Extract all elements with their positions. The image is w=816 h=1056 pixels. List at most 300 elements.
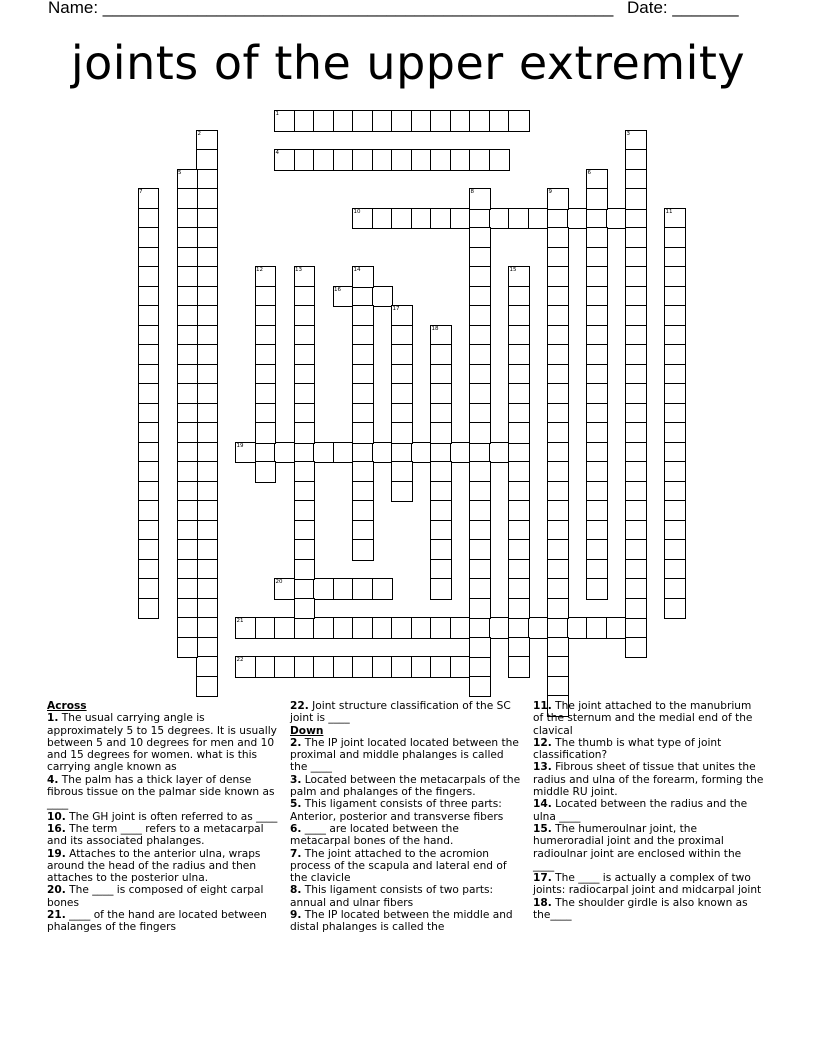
grid-cell[interactable]	[586, 286, 608, 308]
grid-cell[interactable]	[391, 208, 413, 230]
grid-cell[interactable]	[138, 442, 160, 464]
grid-cell[interactable]	[177, 637, 199, 659]
grid-cell[interactable]	[196, 247, 218, 269]
grid-cell[interactable]	[138, 305, 160, 327]
grid-cell[interactable]	[313, 442, 335, 464]
grid-cell[interactable]	[430, 500, 452, 522]
grid-cell[interactable]	[196, 637, 218, 659]
grid-cell[interactable]	[177, 325, 199, 347]
grid-cell[interactable]	[508, 481, 530, 503]
grid-cell[interactable]	[411, 617, 433, 639]
grid-cell[interactable]	[450, 110, 472, 132]
grid-cell[interactable]	[625, 364, 647, 386]
grid-cell[interactable]	[625, 422, 647, 444]
grid-cell[interactable]	[547, 637, 569, 659]
grid-cell[interactable]	[625, 578, 647, 600]
grid-cell[interactable]	[508, 598, 530, 620]
grid-cell[interactable]	[469, 520, 491, 542]
grid-cell[interactable]	[177, 383, 199, 405]
grid-cell[interactable]	[255, 422, 277, 444]
grid-cell[interactable]	[177, 461, 199, 483]
grid-cell[interactable]	[567, 208, 589, 230]
grid-cell[interactable]	[586, 481, 608, 503]
grid-cell[interactable]	[138, 481, 160, 503]
grid-cell[interactable]	[664, 325, 686, 347]
grid-cell[interactable]	[177, 188, 199, 210]
grid-cell[interactable]	[138, 208, 160, 230]
grid-cell[interactable]	[625, 169, 647, 191]
grid-cell[interactable]	[469, 578, 491, 600]
grid-cell[interactable]	[255, 461, 277, 483]
grid-cell[interactable]	[469, 559, 491, 581]
grid-cell[interactable]	[664, 481, 686, 503]
grid-cell[interactable]	[391, 110, 413, 132]
grid-cell[interactable]	[274, 656, 296, 678]
grid-cell[interactable]	[625, 383, 647, 405]
grid-cell[interactable]	[625, 227, 647, 249]
grid-cell[interactable]	[606, 617, 628, 639]
grid-cell[interactable]	[255, 325, 277, 347]
grid-cell[interactable]	[177, 247, 199, 269]
grid-cell[interactable]	[411, 110, 433, 132]
grid-cell[interactable]	[586, 461, 608, 483]
grid-cell[interactable]	[450, 149, 472, 171]
grid-cell[interactable]	[333, 656, 355, 678]
grid-cell[interactable]	[508, 442, 530, 464]
grid-cell[interactable]	[196, 481, 218, 503]
grid-cell[interactable]	[391, 656, 413, 678]
grid-cell[interactable]	[352, 344, 374, 366]
grid-cell[interactable]	[606, 208, 628, 230]
grid-cell[interactable]	[586, 305, 608, 327]
grid-cell[interactable]	[352, 656, 374, 678]
grid-cell[interactable]	[255, 305, 277, 327]
grid-cell[interactable]	[255, 344, 277, 366]
grid-cell[interactable]	[430, 149, 452, 171]
grid-cell[interactable]	[469, 110, 491, 132]
grid-cell[interactable]	[547, 325, 569, 347]
grid-cell[interactable]	[352, 442, 374, 464]
grid-cell[interactable]	[372, 110, 394, 132]
grid-cell[interactable]	[430, 559, 452, 581]
grid-cell[interactable]	[469, 149, 491, 171]
grid-cell[interactable]	[196, 539, 218, 561]
grid-cell[interactable]	[196, 344, 218, 366]
grid-cell[interactable]	[586, 422, 608, 444]
grid-cell[interactable]	[196, 442, 218, 464]
grid-cell[interactable]	[138, 227, 160, 249]
grid-cell[interactable]	[196, 325, 218, 347]
grid-cell[interactable]	[352, 500, 374, 522]
grid-cell[interactable]	[664, 598, 686, 620]
grid-cell[interactable]	[177, 481, 199, 503]
grid-cell[interactable]	[138, 403, 160, 425]
grid-cell[interactable]	[508, 578, 530, 600]
grid-cell[interactable]	[469, 422, 491, 444]
grid-cell[interactable]	[372, 208, 394, 230]
grid-cell[interactable]	[664, 442, 686, 464]
grid-cell[interactable]	[430, 208, 452, 230]
grid-cell[interactable]	[469, 539, 491, 561]
grid-cell[interactable]	[177, 364, 199, 386]
grid-cell[interactable]	[547, 208, 569, 230]
grid-cell[interactable]	[177, 305, 199, 327]
grid-cell[interactable]	[430, 110, 452, 132]
grid-cell[interactable]	[138, 344, 160, 366]
grid-cell[interactable]	[196, 227, 218, 249]
grid-cell[interactable]	[625, 617, 647, 639]
grid-cell[interactable]	[625, 188, 647, 210]
grid-cell[interactable]	[313, 656, 335, 678]
grid-cell[interactable]	[508, 325, 530, 347]
grid-cell[interactable]	[664, 578, 686, 600]
grid-cell[interactable]	[255, 617, 277, 639]
grid-cell[interactable]	[508, 520, 530, 542]
grid-cell[interactable]	[333, 110, 355, 132]
grid-cell[interactable]	[586, 325, 608, 347]
grid-cell[interactable]	[411, 208, 433, 230]
grid-cell[interactable]	[508, 617, 530, 639]
grid-cell[interactable]	[508, 305, 530, 327]
grid-cell[interactable]	[294, 481, 316, 503]
grid-cell[interactable]	[489, 110, 511, 132]
grid-cell[interactable]	[586, 227, 608, 249]
grid-cell[interactable]	[586, 578, 608, 600]
grid-cell[interactable]	[625, 500, 647, 522]
grid-cell[interactable]	[625, 520, 647, 542]
grid-cell[interactable]	[430, 539, 452, 561]
grid-cell[interactable]	[430, 461, 452, 483]
grid-cell[interactable]	[508, 637, 530, 659]
grid-cell[interactable]	[391, 344, 413, 366]
grid-cell[interactable]	[138, 422, 160, 444]
grid-cell[interactable]	[586, 247, 608, 269]
grid-cell[interactable]	[196, 598, 218, 620]
grid-cell[interactable]	[664, 520, 686, 542]
grid-cell[interactable]	[333, 578, 355, 600]
grid-cell[interactable]	[391, 383, 413, 405]
grid-cell[interactable]	[391, 149, 413, 171]
grid-cell[interactable]	[138, 539, 160, 561]
grid-cell[interactable]	[333, 149, 355, 171]
grid-cell[interactable]	[508, 656, 530, 678]
grid-cell[interactable]	[255, 383, 277, 405]
grid-cell[interactable]	[586, 266, 608, 288]
grid-cell[interactable]	[469, 383, 491, 405]
grid-cell[interactable]	[313, 578, 335, 600]
grid-cell[interactable]	[196, 617, 218, 639]
grid-cell[interactable]	[255, 656, 277, 678]
grid-cell[interactable]	[294, 149, 316, 171]
grid-cell[interactable]	[430, 442, 452, 464]
grid-cell[interactable]	[586, 344, 608, 366]
grid-cell[interactable]	[352, 403, 374, 425]
grid-cell[interactable]	[469, 656, 491, 678]
grid-cell[interactable]	[138, 559, 160, 581]
grid-cell[interactable]	[177, 442, 199, 464]
grid-cell[interactable]	[196, 149, 218, 171]
grid-cell[interactable]	[196, 422, 218, 444]
grid-cell[interactable]	[664, 422, 686, 444]
grid-cell[interactable]	[138, 247, 160, 269]
grid-cell[interactable]	[177, 286, 199, 308]
grid-cell[interactable]	[255, 286, 277, 308]
grid-cell[interactable]	[138, 383, 160, 405]
grid-cell[interactable]	[138, 520, 160, 542]
grid-cell[interactable]	[547, 266, 569, 288]
grid-cell[interactable]	[196, 383, 218, 405]
grid-cell[interactable]	[352, 383, 374, 405]
grid-cell[interactable]	[625, 149, 647, 171]
grid-cell[interactable]	[294, 344, 316, 366]
grid-cell[interactable]	[352, 481, 374, 503]
grid-cell[interactable]	[177, 520, 199, 542]
grid-cell[interactable]	[352, 578, 374, 600]
grid-cell[interactable]	[391, 461, 413, 483]
grid-cell[interactable]	[508, 559, 530, 581]
grid-cell[interactable]	[177, 344, 199, 366]
grid-cell[interactable]	[196, 559, 218, 581]
grid-cell[interactable]	[625, 247, 647, 269]
grid-cell[interactable]	[469, 461, 491, 483]
grid-cell[interactable]	[430, 656, 452, 678]
grid-cell[interactable]	[391, 442, 413, 464]
grid-cell[interactable]	[333, 617, 355, 639]
grid-cell[interactable]	[508, 539, 530, 561]
grid-cell[interactable]	[489, 208, 511, 230]
grid-cell[interactable]	[547, 578, 569, 600]
grid-cell[interactable]	[196, 305, 218, 327]
grid-cell[interactable]	[294, 325, 316, 347]
grid-cell[interactable]	[196, 461, 218, 483]
grid-cell[interactable]	[508, 383, 530, 405]
grid-cell[interactable]	[625, 286, 647, 308]
grid-cell[interactable]	[294, 656, 316, 678]
grid-cell[interactable]	[625, 598, 647, 620]
grid-cell[interactable]	[450, 208, 472, 230]
grid-cell[interactable]	[625, 559, 647, 581]
grid-cell[interactable]	[489, 617, 511, 639]
grid-cell[interactable]	[196, 266, 218, 288]
grid-cell[interactable]	[625, 539, 647, 561]
grid-cell[interactable]	[547, 461, 569, 483]
grid-cell[interactable]	[547, 676, 569, 698]
grid-cell[interactable]	[177, 422, 199, 444]
grid-cell[interactable]	[508, 286, 530, 308]
grid-cell[interactable]	[469, 247, 491, 269]
grid-cell[interactable]	[391, 481, 413, 503]
grid-cell[interactable]	[547, 403, 569, 425]
grid-cell[interactable]	[664, 247, 686, 269]
grid-cell[interactable]	[196, 676, 218, 698]
grid-cell[interactable]	[138, 598, 160, 620]
grid-cell[interactable]	[177, 539, 199, 561]
grid-cell[interactable]	[547, 481, 569, 503]
grid-cell[interactable]	[508, 344, 530, 366]
grid-cell[interactable]	[586, 364, 608, 386]
grid-cell[interactable]	[430, 617, 452, 639]
grid-cell[interactable]	[391, 403, 413, 425]
grid-cell[interactable]	[196, 188, 218, 210]
grid-cell[interactable]	[391, 422, 413, 444]
grid-cell[interactable]	[352, 422, 374, 444]
grid-cell[interactable]	[294, 383, 316, 405]
grid-cell[interactable]	[664, 539, 686, 561]
grid-cell[interactable]	[450, 656, 472, 678]
grid-cell[interactable]	[664, 344, 686, 366]
grid-cell[interactable]	[469, 617, 491, 639]
grid-cell[interactable]	[138, 461, 160, 483]
grid-cell[interactable]	[625, 305, 647, 327]
grid-cell[interactable]	[469, 305, 491, 327]
grid-cell[interactable]	[508, 110, 530, 132]
grid-cell[interactable]	[469, 266, 491, 288]
grid-cell[interactable]	[352, 539, 374, 561]
grid-cell[interactable]	[196, 403, 218, 425]
grid-cell[interactable]	[625, 442, 647, 464]
grid-cell[interactable]	[352, 325, 374, 347]
grid-cell[interactable]	[313, 149, 335, 171]
grid-cell[interactable]	[547, 344, 569, 366]
grid-cell[interactable]	[469, 676, 491, 698]
grid-cell[interactable]	[547, 656, 569, 678]
grid-cell[interactable]	[196, 286, 218, 308]
grid-cell[interactable]	[469, 403, 491, 425]
grid-cell[interactable]	[372, 442, 394, 464]
grid-cell[interactable]	[255, 442, 277, 464]
grid-cell[interactable]	[391, 325, 413, 347]
grid-cell[interactable]	[625, 403, 647, 425]
grid-cell[interactable]	[469, 598, 491, 620]
grid-cell[interactable]	[547, 539, 569, 561]
grid-cell[interactable]	[294, 403, 316, 425]
grid-cell[interactable]	[664, 461, 686, 483]
grid-cell[interactable]	[196, 169, 218, 191]
grid-cell[interactable]	[294, 286, 316, 308]
grid-cell[interactable]	[469, 442, 491, 464]
grid-cell[interactable]	[528, 617, 550, 639]
grid-cell[interactable]	[294, 110, 316, 132]
grid-cell[interactable]	[138, 364, 160, 386]
grid-cell[interactable]	[469, 344, 491, 366]
grid-cell[interactable]	[196, 500, 218, 522]
grid-cell[interactable]	[469, 325, 491, 347]
grid-cell[interactable]	[177, 598, 199, 620]
grid-cell[interactable]	[196, 364, 218, 386]
grid-cell[interactable]	[372, 578, 394, 600]
grid-cell[interactable]	[294, 539, 316, 561]
grid-cell[interactable]	[547, 364, 569, 386]
grid-cell[interactable]	[586, 520, 608, 542]
grid-cell[interactable]	[294, 305, 316, 327]
grid-cell[interactable]	[138, 286, 160, 308]
grid-cell[interactable]	[430, 383, 452, 405]
grid-cell[interactable]	[547, 500, 569, 522]
grid-cell[interactable]	[430, 481, 452, 503]
grid-cell[interactable]	[294, 500, 316, 522]
grid-cell[interactable]	[664, 383, 686, 405]
grid-cell[interactable]	[450, 442, 472, 464]
grid-cell[interactable]	[352, 520, 374, 542]
grid-cell[interactable]	[586, 403, 608, 425]
grid-cell[interactable]	[255, 403, 277, 425]
grid-cell[interactable]	[664, 559, 686, 581]
grid-cell[interactable]	[625, 481, 647, 503]
grid-cell[interactable]	[547, 422, 569, 444]
grid-cell[interactable]	[586, 539, 608, 561]
grid-cell[interactable]	[508, 500, 530, 522]
grid-cell[interactable]	[196, 656, 218, 678]
grid-cell[interactable]	[469, 286, 491, 308]
grid-cell[interactable]	[352, 110, 374, 132]
grid-cell[interactable]	[352, 286, 374, 308]
grid-cell[interactable]	[333, 442, 355, 464]
grid-cell[interactable]	[450, 617, 472, 639]
grid-cell[interactable]	[469, 481, 491, 503]
grid-cell[interactable]	[391, 617, 413, 639]
grid-cell[interactable]	[274, 617, 296, 639]
grid-cell[interactable]	[586, 559, 608, 581]
grid-cell[interactable]	[508, 461, 530, 483]
grid-cell[interactable]	[469, 364, 491, 386]
grid-cell[interactable]	[391, 364, 413, 386]
grid-cell[interactable]	[586, 617, 608, 639]
grid-cell[interactable]	[352, 364, 374, 386]
grid-cell[interactable]	[508, 422, 530, 444]
grid-cell[interactable]	[196, 520, 218, 542]
grid-cell[interactable]	[177, 403, 199, 425]
grid-cell[interactable]	[294, 364, 316, 386]
grid-cell[interactable]	[177, 266, 199, 288]
grid-cell[interactable]	[411, 656, 433, 678]
grid-cell[interactable]	[547, 617, 569, 639]
grid-cell[interactable]	[196, 208, 218, 230]
grid-cell[interactable]	[547, 247, 569, 269]
grid-cell[interactable]	[625, 461, 647, 483]
grid-cell[interactable]	[547, 559, 569, 581]
grid-cell[interactable]	[255, 364, 277, 386]
grid-cell[interactable]	[625, 637, 647, 659]
grid-cell[interactable]	[664, 500, 686, 522]
grid-cell[interactable]	[586, 442, 608, 464]
grid-cell[interactable]	[508, 364, 530, 386]
grid-cell[interactable]	[138, 578, 160, 600]
grid-cell[interactable]	[177, 617, 199, 639]
grid-cell[interactable]	[294, 559, 316, 581]
grid-cell[interactable]	[430, 422, 452, 444]
grid-cell[interactable]	[664, 286, 686, 308]
grid-cell[interactable]	[469, 637, 491, 659]
grid-cell[interactable]	[372, 286, 394, 308]
grid-cell[interactable]	[430, 364, 452, 386]
grid-cell[interactable]	[411, 149, 433, 171]
grid-cell[interactable]	[547, 383, 569, 405]
grid-cell[interactable]	[567, 617, 589, 639]
grid-cell[interactable]	[430, 520, 452, 542]
grid-cell[interactable]	[372, 656, 394, 678]
grid-cell[interactable]	[294, 598, 316, 620]
grid-cell[interactable]	[664, 266, 686, 288]
grid-cell[interactable]	[469, 500, 491, 522]
grid-cell[interactable]	[489, 149, 511, 171]
grid-cell[interactable]	[430, 578, 452, 600]
grid-cell[interactable]	[508, 208, 530, 230]
grid-cell[interactable]	[372, 617, 394, 639]
grid-cell[interactable]	[372, 149, 394, 171]
grid-cell[interactable]	[586, 383, 608, 405]
grid-cell[interactable]	[352, 617, 374, 639]
grid-cell[interactable]	[664, 305, 686, 327]
